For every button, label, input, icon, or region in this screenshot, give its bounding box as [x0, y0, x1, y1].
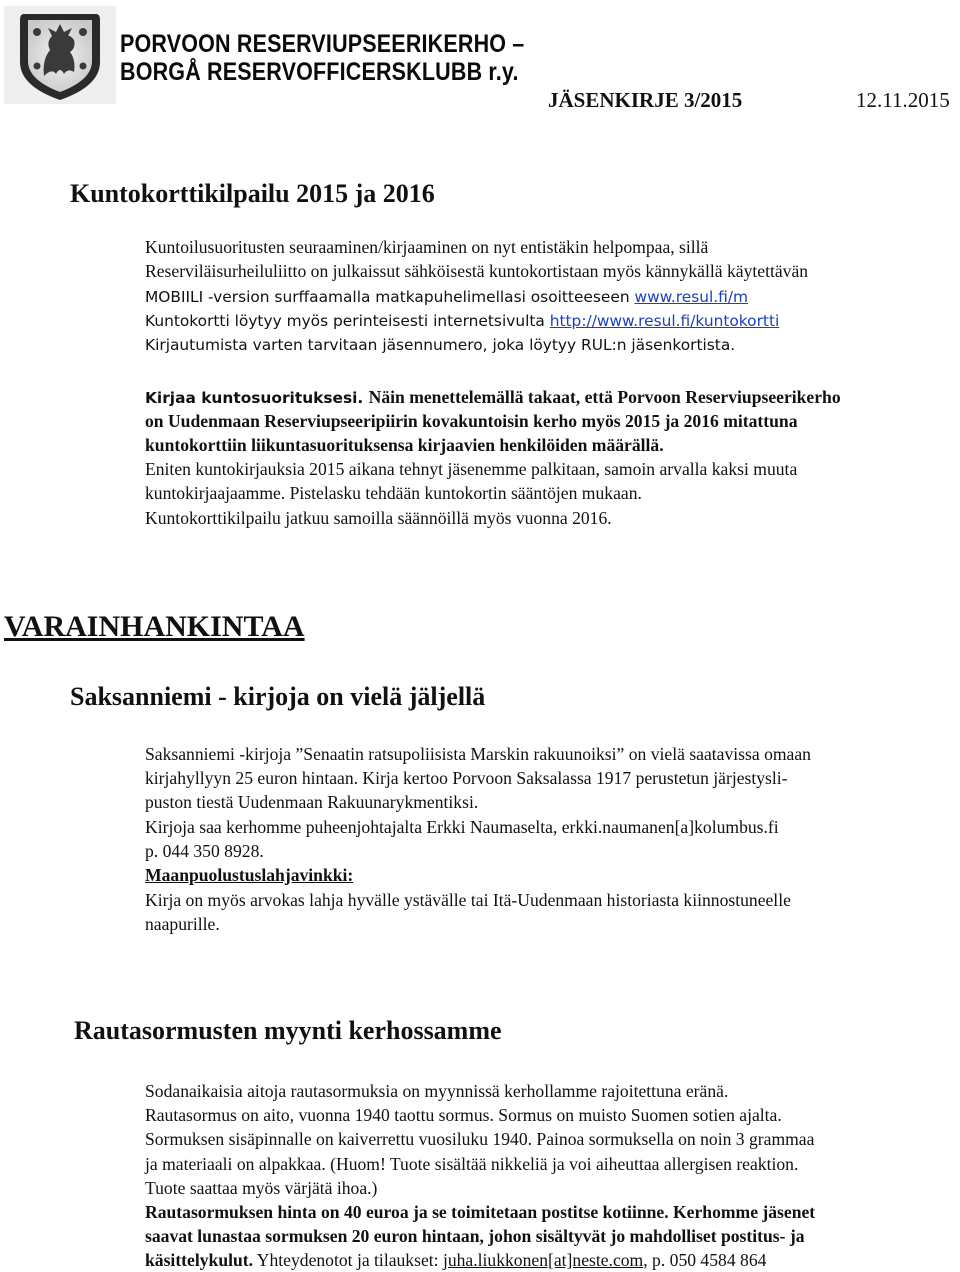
- s1-line-7: Näin menettelemällä takaat, että Porvoon Reserviupseerikerho: [368, 387, 841, 407]
- s3-line-6: Rautasormuksen hinta on 40 euroa ja se toimitetaan postitse kotiinne. Kerhomme jäsenet: [145, 1202, 816, 1222]
- s3-line-3: Sormuksen sisäpinnalle on kaiverrettu vuosiluku 1940. Painoa sormuksella on noin 3 grammaa: [145, 1129, 815, 1149]
- club-name-fi: PORVOON RESERVIUPSEERIKERHO –: [120, 30, 525, 58]
- s1-line-5: Kirjautumista varten tarvitaan jäsennumero, joka löytyy RUL:n jäsenkortista.: [145, 336, 736, 354]
- order-email-link[interactable]: juha.liukkonen[at]neste.com: [442, 1250, 644, 1270]
- s1-line-2: Reserviläisurheiluliitto on julkaissut sähköisestä kuntokortistaan myös kännykällä käytettävän: [145, 261, 809, 281]
- s2-line-1: Saksanniemi -kirjoja ”Senaatin ratsupoliisista Marskin rakuunoiksi” on vielä saatavissa omaan: [145, 744, 811, 764]
- s2-line-4: Kirjoja saa kerhomme puheenjohtajalta Erkki Naumaselta, erkki.naumanen[a]kolumbus.fi: [145, 817, 779, 837]
- s3-line-8: [145, 1249, 766, 1272]
- s3-line-8-bold: käsittelykulut.: [145, 1250, 254, 1270]
- s3-line-8-tail: , p. 050 4584 864: [643, 1250, 767, 1270]
- s1-line-8: on Uudenmaan Reserviupseeripiirin kovakuntoisin kerho myös 2015 ja 2016 mitattuna: [145, 411, 798, 431]
- letter-date: 12.11.2015: [856, 88, 950, 112]
- resul-kuntokortti-link[interactable]: http://www.resul.fi/kuntokortti: [549, 312, 780, 330]
- kirjaa-label: Kirjaa kuntosuorituksesi.: [145, 389, 364, 407]
- s2-line-8: naapurille.: [145, 914, 220, 934]
- s1-line-3-text: MOBIILI -version surffaamalla matkapuhelimellasi osoitteeseen: [145, 288, 635, 306]
- s3-line-4: ja materiaali on alpakkaa. (Huom! Tuote sisältää nikkeliä ja voi aiheuttaa allergisen reaktion.: [145, 1154, 799, 1174]
- s2-line-3: puston tiestä Uudenmaan Rakuunarykmentiksi.: [145, 792, 479, 812]
- club-name-sv: BORGÅ RESERVOFFICERSKLUBB r.y.: [120, 58, 519, 86]
- s2-line-2: kirjahyllyyn 25 euron hintaan. Kirja kertoo Porvoon Saksalassa 1917 perustetun järjestysli-: [145, 768, 788, 788]
- section2-heading: VARAINHANKINTAA: [4, 610, 305, 643]
- s1-line-9: kuntokorttiin liikuntasuorituksensa kirjaavien henkilöiden määrällä.: [145, 435, 664, 455]
- section1-heading: Kuntokorttikilpailu 2015 ja 2016: [70, 179, 435, 208]
- s2-line-7: Kirja on myös arvokas lahja hyvälle ystävälle tai Itä-Uudenmaan historiasta kiinnostuneelle: [145, 890, 791, 910]
- s3-line-7: saavat lunastaa sormuksen 20 euron hintaan, johon sisältyvät jo mahdolliset postitus- ja: [145, 1226, 805, 1246]
- section2-subheading: Saksanniemi - kirjoja on vielä jäljellä: [70, 682, 486, 711]
- resul-mobile-link[interactable]: www.resul.fi/m: [634, 288, 749, 306]
- s3-line-8-text: Yhteydenotot ja tilaukset:: [253, 1250, 443, 1270]
- s1-line-10: Eniten kuntokirjauksia 2015 aikana tehnyt jäsenemme palkitaan, samoin arvalla kaksi muuta: [145, 459, 798, 479]
- section3-heading: Rautasormusten myynti kerhossamme: [74, 1016, 502, 1045]
- s3-line-2: Rautasormus on aito, vuonna 1940 taottu sormus. Sormus on muisto Suomen sotien ajalta.: [145, 1105, 782, 1125]
- s1-line-6: [145, 386, 841, 410]
- s1-line-4: [145, 310, 779, 333]
- s1-line-3: [145, 286, 748, 309]
- s1-line-4-text: Kuntokortti löytyy myös perinteisesti internetsivulta: [145, 312, 550, 330]
- s2-line-6: Maanpuolustuslahjavinkki:: [145, 865, 354, 885]
- lion-crest-icon: [4, 6, 116, 104]
- s2-line-5: p. 044 350 8928.: [145, 841, 264, 861]
- s1-line-1: Kuntoilusuoritusten seuraaminen/kirjaaminen on nyt entistäkin helpompaa, sillä: [145, 237, 709, 257]
- s3-line-1: Sodanaikaisia aitoja rautasormuksia on myynnissä kerhollamme rajoitettuna eränä.: [145, 1081, 729, 1101]
- letter-title: JÄSENKIRJE 3/2015: [548, 88, 743, 112]
- s1-line-12: Kuntokorttikilpailu jatkuu samoilla säännöillä myös vuonna 2016.: [145, 508, 612, 528]
- s1-line-11: kuntokirjaajaamme. Pistelasku tehdään kuntokortin sääntöjen mukaan.: [145, 483, 642, 503]
- s3-line-5: Tuote saattaa myös värjätä ihoa.): [145, 1178, 378, 1198]
